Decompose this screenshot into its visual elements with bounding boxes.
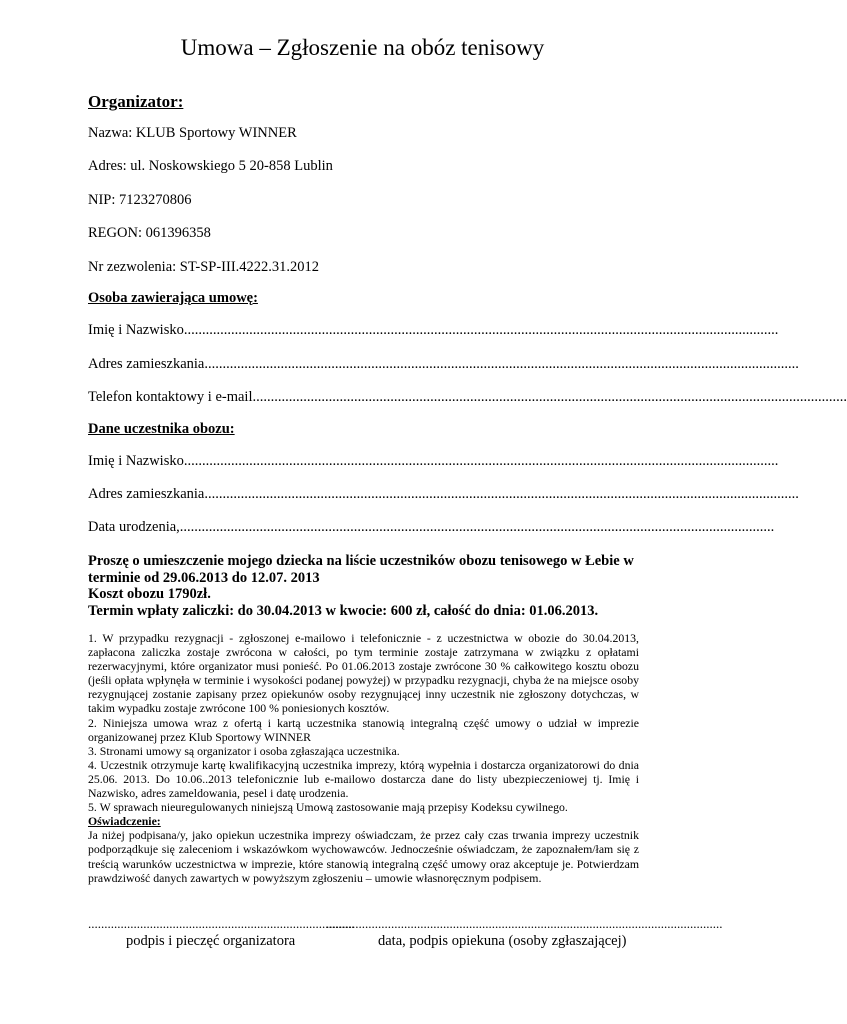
organizer-nip: NIP: 7123270806: [88, 192, 192, 208]
organizer-name: Nazwa: KLUB Sportowy WINNER: [88, 125, 297, 141]
guardian-signature-line[interactable]: ..........................................................................................................................: [326, 916, 723, 931]
term-4: 4. Uczestnik otrzymuje kartę kwalifikacyjną uczestnika imprezy, którą wypełnia i dostarcza organizatorowi do dnia 25.06. 2013. Do 10.06..2013 telefonicznie lub e-mailowo dostarcza dane do listy ubezpieczeniowej tj. Imię i Nazwisko, adres zameldowania, pesel i datę urodzenia.: [88, 757, 639, 801]
term-5: 5. W sprawach nieuregulowanych niniejszą Umową zastosowanie mają przepisy Kodeksu cywilnego.: [88, 800, 568, 815]
participant-address-field[interactable]: [88, 486, 799, 503]
participant-name-field[interactable]: [88, 453, 779, 470]
dotted-fill-line: ....................................................................................................................................................................: [252, 389, 847, 405]
declaration-heading: Oświadczenie:: [88, 814, 161, 829]
declaration-text: Ja niżej podpisana/y, jako opiekun uczestnika imprezy oświadczam, że przez cały czas trwania imprezy uczestnik podporządkuje się zaleceniom i wskazówkom wychowawców. Jednocześnie oświadczam, że zapoznałem/łam się z treścią warunków uczestnictwa w imprezie, które stanowią integralną część umowy oraz akceptuje je. Potwierdzam prawdziwość danych zawartych w powyższym zgłoszeniu – umowie własnoręcznym podpisem.: [88, 828, 639, 885]
contract-person-heading: Osoba zawierająca umowę:: [88, 290, 258, 306]
dotted-fill-line: ....................................................................................................................................................................: [179, 519, 775, 535]
term-2: 2. Niniejsza umowa wraz z ofertą i kartą uczestnika stanowią integralną część umowy o udział w imprezie organizowanej przez Klub Sportowy WINNER: [88, 715, 639, 744]
guardian-signature-label: data, podpis opiekuna (osoby zgłaszającej): [378, 933, 627, 949]
participant-birth-field[interactable]: [88, 519, 775, 536]
organizer-regon: REGON: 061396358: [88, 225, 211, 241]
terms-section: [88, 631, 639, 885]
contract-person-address-label: Adres zamieszkania: [88, 356, 205, 372]
dotted-fill-line: ....................................................................................................................................................................: [204, 486, 799, 502]
request-cost: Koszt obozu 1790zł.: [88, 586, 211, 602]
request-line-2: terminie od 29.06.2013 do 12.07. 2013: [88, 570, 320, 586]
term-1: 1. W przypadku rezygnacji - zgłoszonej e-mailowo i telefonicznie - z uczestnictwa w obozie do 30.04.2013, zapłacona zaliczka zostaje zwrócona w całości, po tym terminie zostaje zatrzymana w związku z opłatami rezerwacyjnymi, które organizator musi ponieść. Po 01.06.2013 zostaje zwrócone 30 % całkowitego kosztu obozu (jeśli opłata wpłynęła w terminie i wysokości podanej powyżej) w przypadku rezygnacji, chyba że na miejsce osoby rezygnującej zostanie zapisany przez opiekunów osoby rezygnującej inny uczestnik nie zgłoszony dotychczas, w takim wypadku zostaje zwrócone 100 % poniesionych kosztów.: [88, 631, 639, 716]
dotted-fill-line: ....................................................................................................................................................................: [204, 356, 799, 372]
contract-person-name-label: Imię i Nazwisko: [88, 322, 184, 338]
participant-name-label: Imię i Nazwisko: [88, 453, 184, 469]
organizer-address: Adres: ul. Noskowskiego 5 20-858 Lublin: [88, 158, 333, 174]
contract-person-name-field[interactable]: [88, 322, 779, 339]
participant-address-label: Adres zamieszkania: [88, 486, 205, 502]
contract-person-contact-field[interactable]: [88, 389, 847, 406]
participant-birth-label: Data urodzenia,: [88, 519, 180, 535]
organizer-signature-line[interactable]: ..................................................................................: [88, 916, 355, 931]
participant-heading: Dane uczestnika obozu:: [88, 421, 235, 437]
request-line-1: Proszę o umieszczenie mojego dziecka na liście uczestników obozu tenisowego w Łebie w: [88, 553, 634, 569]
dotted-fill-line: ....................................................................................................................................................................: [183, 453, 779, 469]
document-title: Umowa – Zgłoszenie na obóz tenisowy: [180, 35, 545, 60]
term-3: 3. Stronami umowy są organizator i osoba zgłaszająca uczestnika.: [88, 743, 400, 758]
organizer-permit: Nr zezwolenia: ST-SP-III.4222.31.2012: [88, 259, 320, 275]
contract-person-address-field[interactable]: [88, 356, 799, 373]
organizer-signature-label: podpis i pieczęć organizatora: [126, 933, 296, 949]
contract-person-contact-label: Telefon kontaktowy i e-mail: [88, 389, 253, 405]
organizer-heading: Organizator:: [88, 92, 184, 111]
dotted-fill-line: ....................................................................................................................................................................: [183, 322, 779, 338]
request-payment: Termin wpłaty zaliczki: do 30.04.2013 w kwocie: 600 zł, całość do dnia: 01.06.2013.: [88, 603, 599, 619]
